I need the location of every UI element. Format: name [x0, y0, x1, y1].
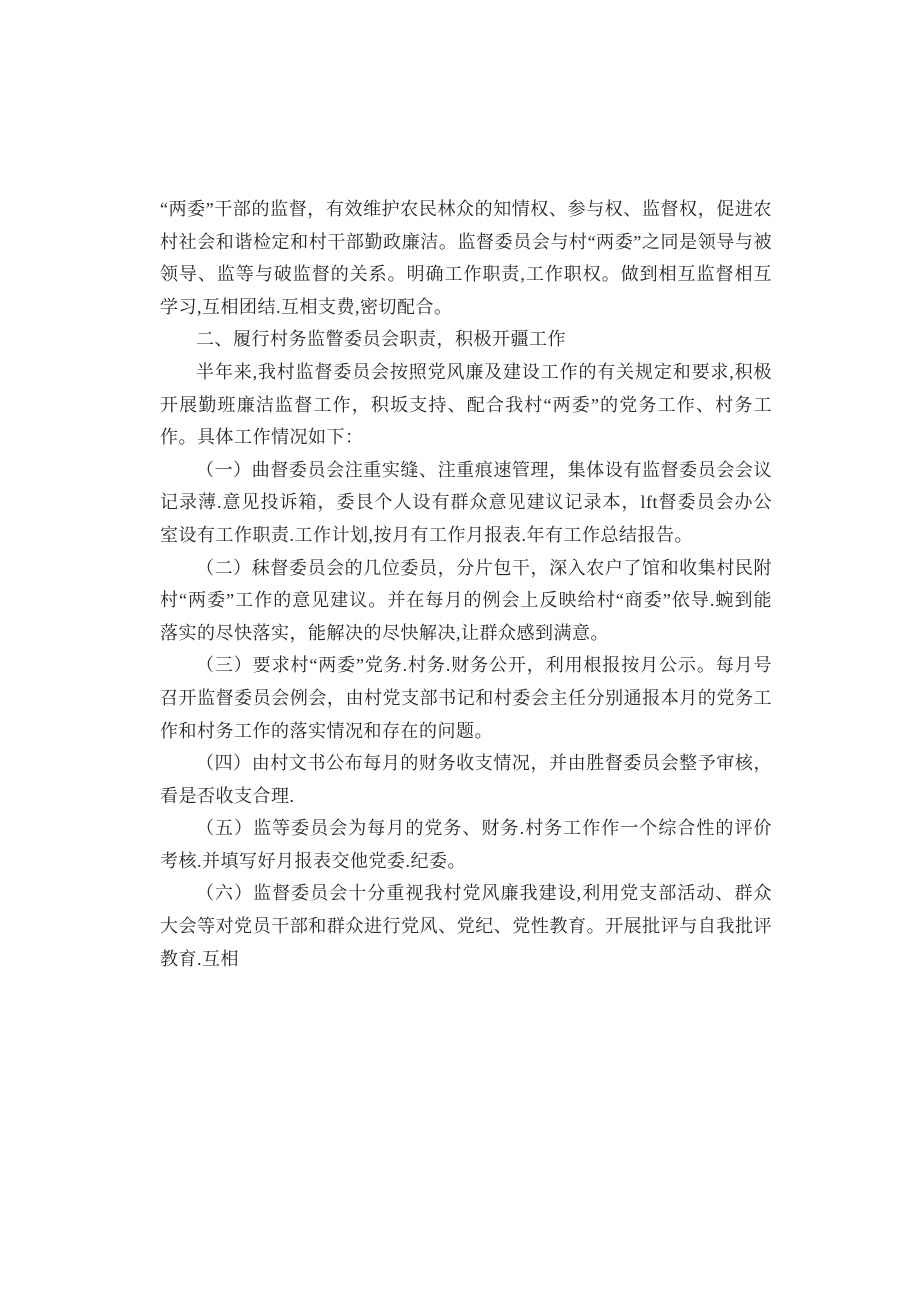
document-body	[160, 193, 772, 975]
paragraph-item-1: （一）曲督委员会注重实缝、注重痕速管理，集体设有监督委员会会议记录薄.意见投诉箱，委艮个人设有群众意见建议记录本，lft督委员会办公室设有工作职责.工作计划,按月有工作月报表.年有工作总结报告。	[160, 459, 772, 545]
paragraph-continuation: “两委”干部的监督，有效维护农民林众的知情权、参与权、监督权，促进农村社会和谐检定和村干部勤政廉洁。监督委员会与村“两委”之同是领导与被领导、监等与破监督的关系。明确工作职责,工作职权。做到相互监督相互学习,互相团结.互相支费,密切配合。	[160, 199, 772, 317]
paragraph-item-3: （三）要求村“两委”党务.村务.财务公开，利用根报按月公示。每月号召开监督委员会例会，由村党支部书记和村委会主任分别通报本月的党务工作和村务工作的落实情况和存在的问题。	[160, 655, 772, 741]
paragraph-item-4: （四）由村文书公布每月的财务收支情况，并由胜督委员会整予审核，看是否收支合理.	[160, 753, 772, 806]
section-heading: 二、履行村务监瞥委员会职责，积极开疆工作	[196, 329, 566, 350]
paragraph-item-6: （六）监督委员会十分重视我村党风廉我建设,利用党支部活动、群众大会等对党员干部和群众进行党风、党纪、党性教育。开展批评与自我批评教育.互相	[160, 883, 772, 969]
paragraph-item-5: （五）监等委员会为每月的党务、财务.村务工作作一个综合性的评价考核.并填写好月报表交他党委.纪委。	[160, 818, 772, 871]
paragraph-overview: 半年来,我村监督委员会按照党风廉及建设工作的有关规定和要求,积极开展勤班廉洁监督工作，积坂支持、配合我村“两委”的党务工作、村务工作。具体工作情况如下：	[160, 361, 772, 448]
paragraph-item-2: （二）秣督委员会的几位委员，分片包干，深入农户了馆和收集村民附村“两委”工作的意见建议。并在每月的例会上反映给村“商委”依导.蜿到能落实的尽快落实，能解决的尽快解决,让群众感到满意。	[160, 557, 772, 643]
